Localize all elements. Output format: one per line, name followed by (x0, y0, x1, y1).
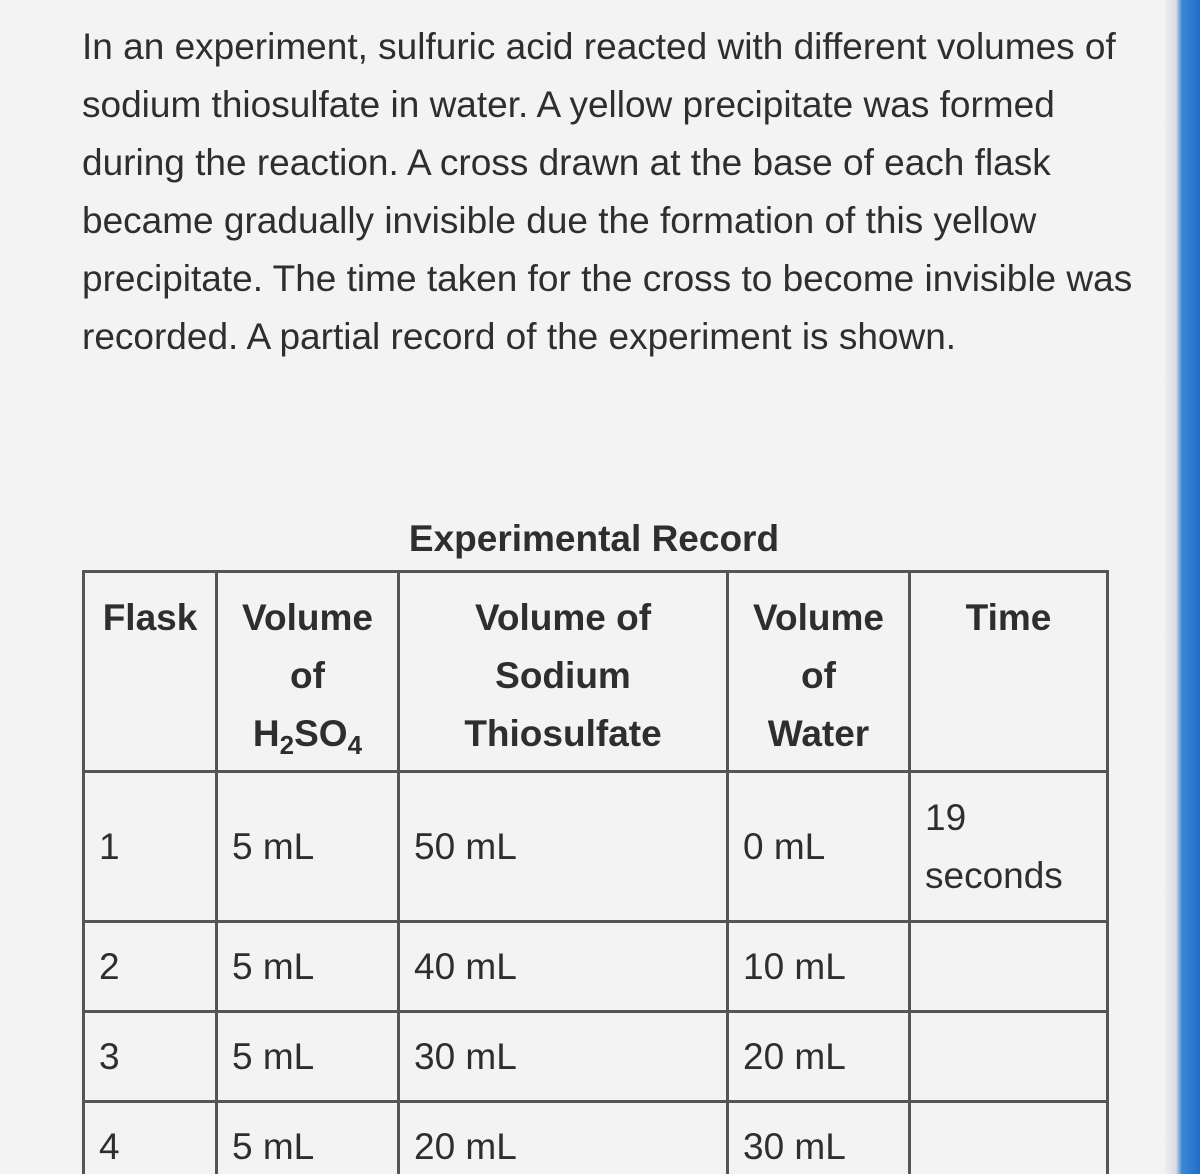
header-h2so4 (217, 572, 399, 772)
header-h2so4-line1: Volume (242, 597, 373, 638)
cell-time: 19 seconds (910, 772, 1108, 922)
cell-thiosulfate: 50 mL (399, 772, 728, 922)
header-h2so4-formula: $H_2SO_4$ (252, 713, 363, 760)
cell-water: 0 mL (728, 772, 910, 922)
cell-water: 10 mL (728, 922, 910, 1012)
header-water: Volume of Water (728, 572, 910, 772)
header-thiosulfate: Volume of Sodium Thiosulfate (399, 572, 728, 772)
cell-flask: 2 (84, 922, 217, 1012)
cell-flask: 1 (84, 772, 217, 922)
cell-h2so4: 5 mL (217, 1012, 399, 1102)
cell-flask: 3 (84, 1012, 217, 1102)
cell-h2so4: 5 mL (217, 1102, 399, 1174)
cell-time (910, 1012, 1108, 1102)
table-row (84, 922, 1108, 1012)
table-row (84, 1102, 1108, 1174)
header-flask: Flask (84, 572, 217, 772)
experimental-record-table (82, 570, 1109, 1174)
cell-flask: 4 (84, 1102, 217, 1174)
cell-thiosulfate: 40 mL (399, 922, 728, 1012)
header-h2so4-line2: of (290, 655, 325, 696)
intro-paragraph: In an experiment, sulfuric acid reacted with different volumes of sodium thiosulfate in water. A yellow precipitate was formed during the reaction. A cross drawn at the base of each flask became gradually invisible due the formation of this yellow precipitate. The time taken for the cross to become invisible was recorded. A partial record of the experiment is shown. (82, 26, 1133, 357)
cell-time (910, 922, 1108, 1012)
cell-water: 20 mL (728, 1012, 910, 1102)
table-title: Experimental Record (408, 518, 780, 559)
cell-thiosulfate: 30 mL (399, 1012, 728, 1102)
table-row (84, 1012, 1108, 1102)
table-row (84, 772, 1108, 922)
table-header-row (84, 572, 1108, 772)
cell-h2so4: 5 mL (217, 922, 399, 1012)
header-time: Time (910, 572, 1108, 772)
cell-time (910, 1102, 1108, 1174)
cell-water: 30 mL (728, 1102, 910, 1174)
window-edge-decoration (1164, 0, 1200, 1174)
cell-thiosulfate: 20 mL (399, 1102, 728, 1174)
cell-h2so4: 5 mL (217, 772, 399, 922)
